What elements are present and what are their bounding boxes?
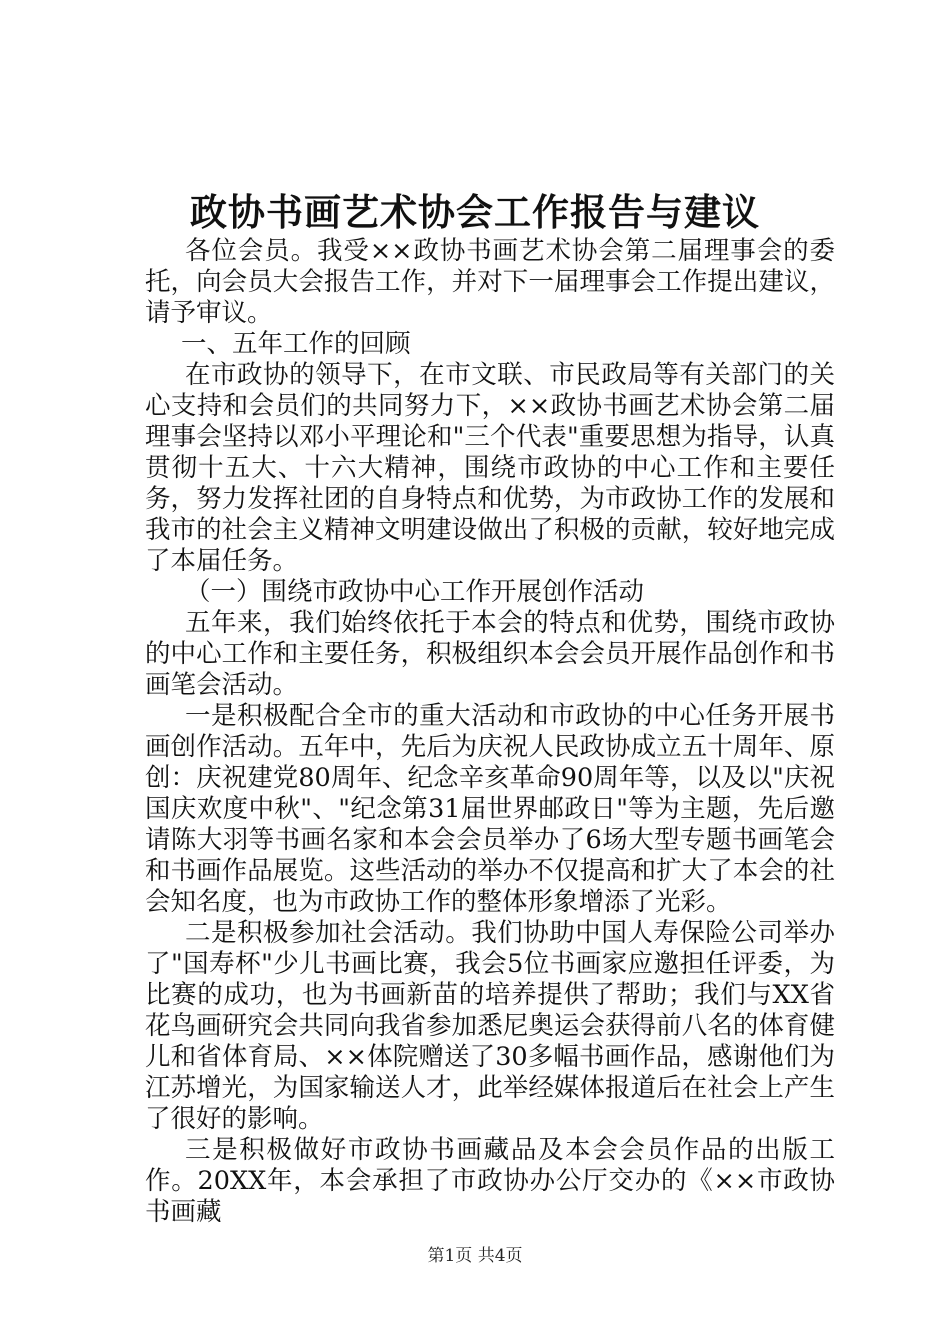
paragraph-point-two: 二是积极参加社会活动。我们协助中国人寿保险公司举办了"国寿杯"少儿书画比赛，我会5位书画家应邀担任评委，为比赛的成功，也为书画新苗的培养提供了帮助；我们与XX省花鸟画研究会共同向我省参加悉尼奥运会获得前八名的体育健儿和省体育局、××体院赠送了30多幅书画作品，感谢他们为江苏增光，为国家输送人才，此举经媒体报道后在社会上产生了很好的影响。 <box>145 918 835 1134</box>
page-footer: 第1页 共4页 <box>427 1246 523 1266</box>
paragraph-five-years: 五年来，我们始终依托于本会的特点和优势，围绕市政协的中心工作和主要任务，积极组织本会会员开展作品创作和书画笔会活动。 <box>145 608 835 700</box>
paragraph-review-summary: 在市政协的领导下，在市文联、市民政局等有关部门的关心支持和会员们的共同努力下，××政协书画艺术协会第二届理事会坚持以邓小平理论和"三个代表"重要思想为指导，认真贯彻十五大、十六大精神，围绕市政协的中心工作和主要任务，努力发挥社团的自身特点和优势，为市政协工作的发展和我市的社会主义精神文明建设做出了积极的贡献，较好地完成了本届任务。 <box>145 360 835 576</box>
paragraph-intro: 各位会员。我受××政协书画艺术协会第二届理事会的委托，向会员大会报告工作，并对下一届理事会工作提出建议，请予审议。 <box>145 236 835 328</box>
document-title: 政协书画艺术协会工作报告与建议 <box>190 190 760 234</box>
document-body <box>145 236 835 1228</box>
section-heading-review: 一、五年工作的回顾 <box>181 329 411 359</box>
subsection-heading-creative-activities: （一）围绕市政协中心工作开展创作活动 <box>185 577 645 607</box>
paragraph-point-three: 三是积极做好市政协书画藏品及本会会员作品的出版工作。20XX年，本会承担了市政协办公厅交办的《××市政协书画藏 <box>145 1135 835 1227</box>
paragraph-point-one: 一是积极配合全市的重大活动和市政协的中心任务开展书画创作活动。五年中，先后为庆祝人民政协成立五十周年、原创：庆祝建党80周年、纪念辛亥革命90周年等，以及以"庆祝国庆欢度中秋"、"纪念第31届世界邮政日"等为主题，先后邀请陈大羽等书画名家和本会会员举办了6场大型专题书画笔会和书画作品展览。这些活动的举办不仅提高和扩大了本会的社会知名度，也为市政协工作的整体形象增添了光彩。 <box>145 701 835 917</box>
